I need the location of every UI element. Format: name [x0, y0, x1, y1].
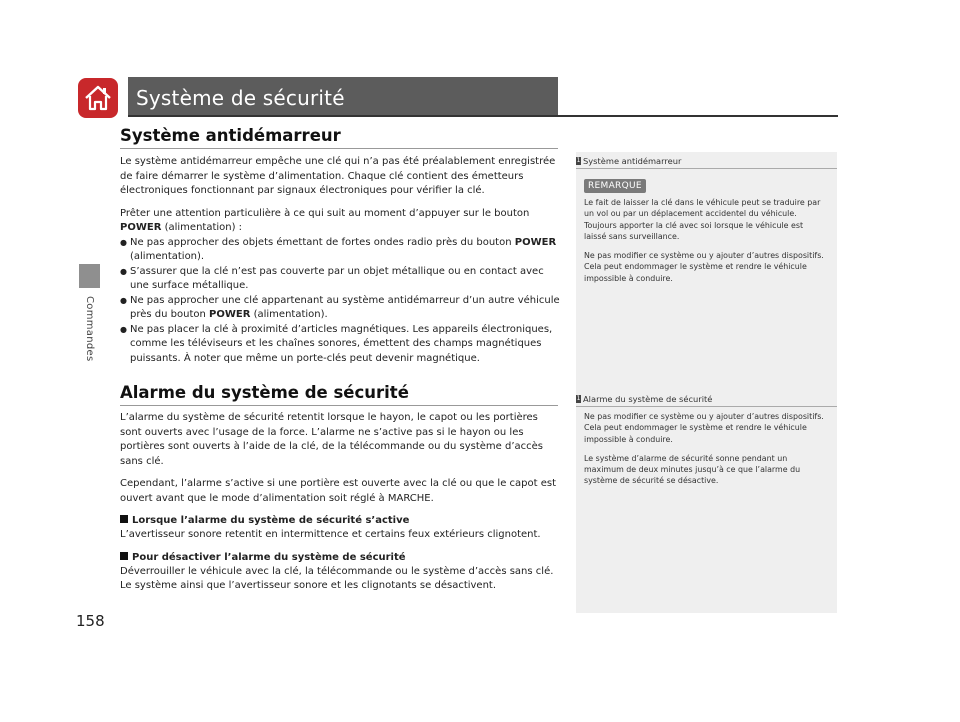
section-heading: Système antidémarreur [120, 126, 341, 145]
reference-icon: 1 [576, 395, 581, 402]
header-divider [128, 115, 838, 117]
note-divider [576, 168, 837, 169]
note-body [576, 411, 837, 487]
immobilizer-body [120, 155, 560, 366]
home-button[interactable] [78, 78, 118, 118]
remarque-badge: REMARQUE [584, 179, 646, 193]
subheading: Pour désactiver l’alarme du système de sécurité [120, 551, 560, 565]
text-segment: Prêter une attention particulière à ce qui suit au moment d’appuyer sur le bouton [120, 207, 530, 219]
home-icon [83, 84, 113, 112]
reference-icon: 1 [576, 157, 581, 164]
section-divider [120, 148, 558, 149]
list-item: ● Ne pas approcher une clé appartenant au système antidémarreur d’un autre véhicule près du bouton POWER (alimentation). [120, 294, 560, 323]
alarm-paragraph: Cependant, l’alarme s’active si une portière est ouverte avec la clé ou que le capot est ouvert avant que le mode d’alimentation soit réglé à MARCHE. [120, 478, 557, 504]
chapter-label: Commandes [84, 296, 95, 362]
chapter-tab[interactable] [79, 264, 100, 288]
list-item: ● S’assurer que la clé n’est pas couverte par un objet métallique ou en contact avec une surface métallique. [120, 265, 560, 294]
note-text: Ne pas modifier ce système ou y ajouter d’autres dispositifs. Cela peut endommager le système et rendre le véhicule impossible à conduire. [584, 412, 824, 444]
list-item: ● Ne pas placer la clé à proximité d’articles magnétiques. Les appareils électroniques, comme les téléviseurs et les chaînes sonores, émettent des champs magnétiques puissants. À noter que même un porte-clés peut devenir magnétique. [120, 323, 560, 367]
subheading: Lorsque l’alarme du système de sécurité s’active [120, 514, 560, 528]
text-segment: (alimentation) : [161, 222, 243, 233]
note-text: Toujours apporter la clé avec soi lorsque le véhicule est laissé sans surveillance. [584, 220, 804, 241]
alarm-paragraph: L’avertisseur sonore retentit en intermittence et certains feux extérieurs clignotent. [120, 529, 541, 540]
immobilizer-attention [120, 207, 560, 236]
page-title: Système de sécurité [128, 77, 558, 115]
note-alarm [576, 393, 837, 487]
immobilizer-bullets [120, 236, 560, 367]
page-number: 158 [76, 612, 105, 630]
note-immobilizer [576, 155, 837, 284]
section-heading: Alarme du système de sécurité [120, 383, 409, 402]
note-text: Ne pas modifier ce système ou y ajouter d’autres dispositifs. Cela peut endommager le système et rendre le véhicule impossible à conduire. [584, 251, 824, 283]
alarm-paragraph: L’alarme du système de sécurité retentit lorsque le hayon, le capot ou les portières sont ouverts avec l’usage de la force. L’alarme ne s’active pas si le hayon ou les portières sont ouverts à l’aide de la clé, de la télécommande ou du système d’accès sans clé. [120, 412, 543, 467]
note-title: 1 Système antidémarreur [576, 156, 682, 166]
immobilizer-heading [120, 126, 560, 145]
square-bullet-icon [120, 515, 128, 523]
note-divider [576, 406, 837, 407]
list-item: ● Ne pas approcher des objets émettant de fortes ondes radio près du bouton POWER (alimentation). [120, 236, 560, 265]
note-text: Le système d’alarme de sécurité sonne pendant un maximum de deux minutes jusqu’à ce que l’alarme du système de sécurité se désactive. [584, 453, 801, 486]
alarm-paragraph: Déverrouiller le véhicule avec la clé, la télécommande ou le système d’accès sans clé. Le système ainsi que l’avertisseur sonore et les clignotants se désactivent. [120, 565, 554, 591]
note-title: 1 Alarme du système de sécurité [576, 394, 713, 404]
section-divider [120, 405, 558, 406]
note-text: Le fait de laisser la clé dans le véhicule peut se traduire par un vol ou par un déplacement accidentel du véhicule. [584, 198, 821, 219]
power-label: POWER [120, 222, 162, 233]
square-bullet-icon [120, 552, 128, 560]
alarm-body [120, 411, 560, 594]
immobilizer-intro: Le système antidémarreur empêche une clé qui n’a pas été préalablement enregistrée de faire démarrer le système d’alimentation. Chaque clé contient des émetteurs électroniques fonctionnant par signaux électroniques pour vérifier la clé. [120, 156, 556, 196]
alarm-heading [120, 383, 560, 402]
note-body [576, 197, 837, 284]
